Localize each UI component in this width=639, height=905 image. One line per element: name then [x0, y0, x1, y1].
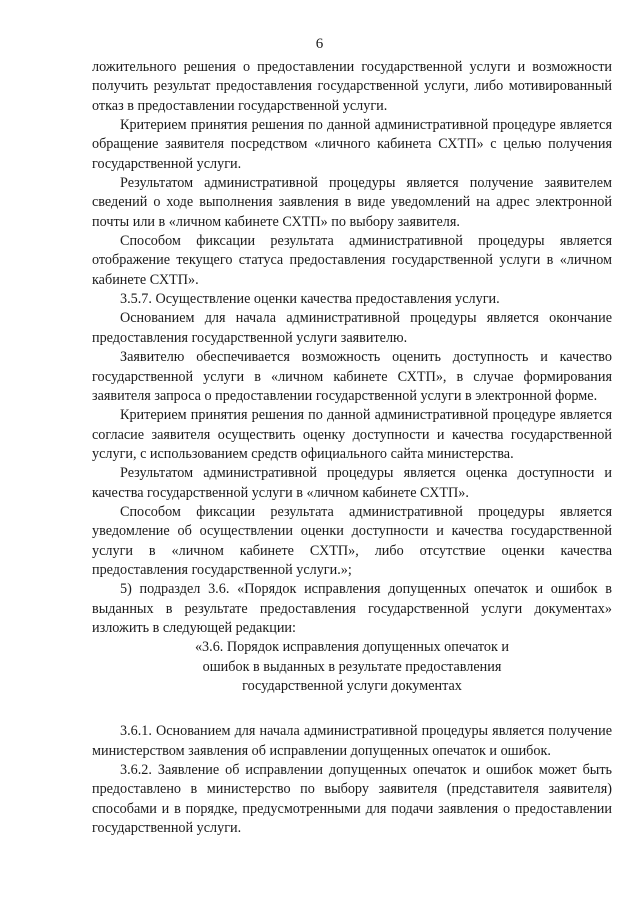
- section-heading-line-1: «3.6. Порядок исправления допущенных опечаток и: [194, 639, 510, 656]
- paragraph-continuation: ложительного решения о предоставлении государственной услуги и возможности получить результат предоставления государственной услуги, либо мотивированный отказ в предоставлении государственной услуги.: [92, 59, 612, 114]
- page-number: 6: [315, 36, 324, 52]
- paragraph-3-6-1: 3.6.1. Основанием для начала административной процедуры является получение министерством заявления об исправлении допущенных опечаток и ошибок.: [92, 723, 612, 759]
- paragraph-subsection-5: 5) подраздел 3.6. «Порядок исправления допущенных опечаток и ошибок в выданных в результате предоставления государственной услуги документах» изложить в следующей редакции:: [92, 581, 612, 636]
- paragraph-applicant-ability: Заявителю обеспечивается возможность оценить доступность и качество государственной услуги в «личном кабинете СХТП», в случае формирования заявителя запроса о предоставлении государственной услуги в электронной форме.: [92, 349, 612, 404]
- paragraph-section-3-5-7: 3.5.7. Осуществление оценки качества предоставления услуги.: [120, 291, 500, 308]
- paragraph-fixation-1: Способом фиксации результата административной процедуры является отображение текущего статуса предоставления государственной услуги в «личном кабинете СХТП».: [92, 233, 612, 288]
- section-heading-line-2: ошибок в выданных в результате предоставления: [202, 658, 502, 675]
- paragraph-criterion-2: Критерием принятия решения по данной административной процедуре является согласие заявителя осуществить оценку доступности и качества государственной услуги, с использованием средств официального сайта министерства.: [92, 407, 612, 462]
- document-body: [92, 58, 612, 838]
- paragraph-3-6-2: 3.6.2. Заявление об исправлении допущенных опечаток и ошибок может быть предоставлено в министерство по выбору заявителя (представителя заявителя) способами и в порядке, предусмотренными для подачи заявления о предоставлении государственной услуги.: [92, 762, 612, 837]
- paragraph-result-2: Результатом административной процедуры является оценка доступности и качества государственной услуги в «личном кабинете СХТП».: [92, 465, 612, 501]
- paragraph-basis: Основанием для начала административной процедуры является окончание предоставления государственной услуги заявителю.: [92, 310, 612, 346]
- paragraph-criterion-1: Критерием принятия решения по данной административной процедуре является обращение заявителя посредством «личного кабинета СХТП» с целью получения государственной услуги.: [92, 117, 612, 172]
- paragraph-result-1: Результатом административной процедуры является получение заявителем сведений о ходе выполнения заявления в виде уведомлений на адрес электронной почты или в «личном кабинете СХТП» по выбору заявителя.: [92, 175, 612, 230]
- section-heading-line-3: государственной услуги документах: [242, 678, 462, 694]
- paragraph-fixation-2: Способом фиксации результата административной процедуры является уведомление об осуществлении оценки доступности и качества государственной услуги в «личном кабинете СХТП», либо отсутствие оценки качества предоставления государственной услуги.»;: [92, 503, 612, 578]
